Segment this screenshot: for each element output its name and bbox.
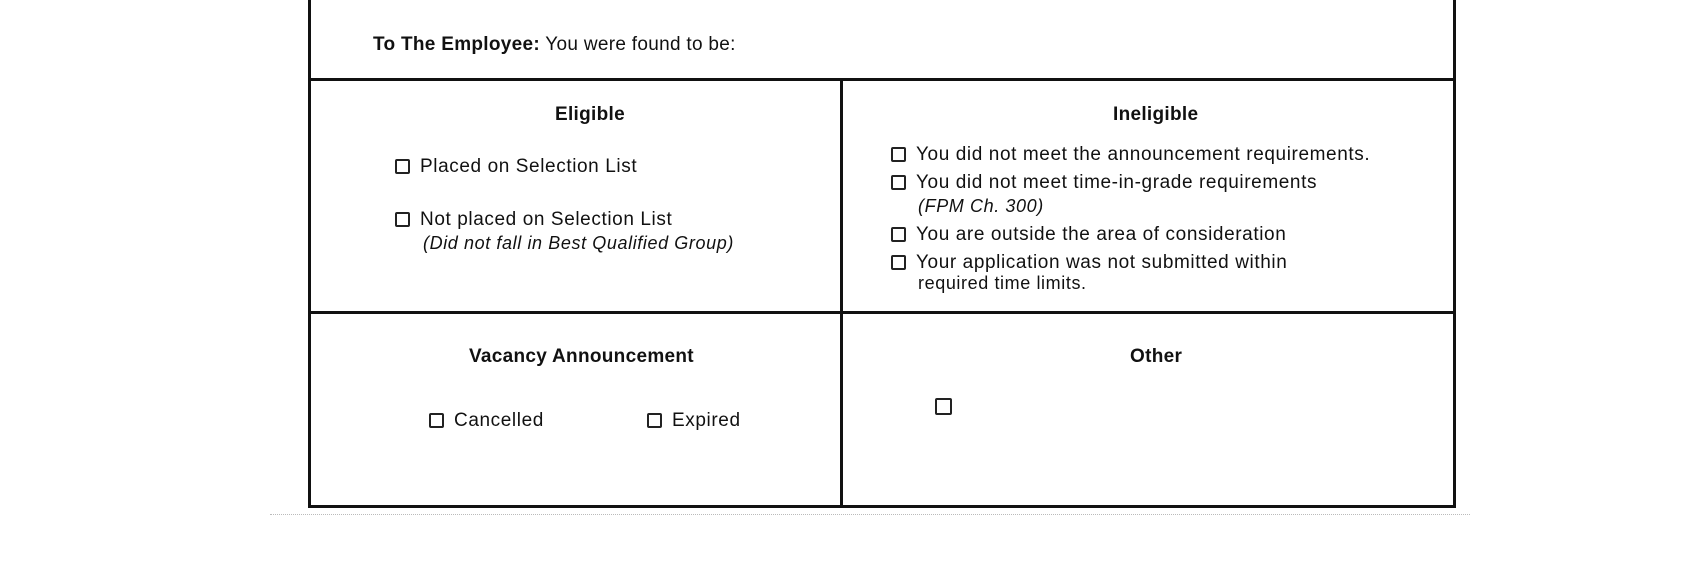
option-label: You did not meet time-in-grade requirements <box>916 172 1318 193</box>
option-placed-on-list[interactable] <box>395 156 637 178</box>
option-note: (FPM Ch. 300) <box>918 196 1044 216</box>
option-other[interactable] <box>935 397 962 419</box>
option-note: (Did not fall in Best Qualified Group) <box>423 233 734 253</box>
checkbox-time-in-grade[interactable] <box>891 175 906 190</box>
option-outside-area[interactable] <box>891 224 1286 246</box>
option-label: Expired <box>672 410 741 431</box>
option-label: You did not meet the announcement requirements. <box>916 144 1371 165</box>
option-time-in-grade[interactable] <box>891 172 1317 194</box>
checkbox-announcement-requirements[interactable] <box>891 147 906 162</box>
option-expired[interactable] <box>647 410 741 432</box>
notice-form <box>308 0 1456 508</box>
dotted-rule <box>270 514 1470 517</box>
checkbox-expired[interactable] <box>647 413 662 428</box>
option-label: You are outside the area of consideration <box>916 224 1287 245</box>
option-announcement-requirements[interactable] <box>891 144 1370 166</box>
divider-top <box>311 78 1453 81</box>
option-label: Placed on Selection List <box>420 156 638 177</box>
option-cancelled[interactable] <box>429 410 544 432</box>
checkbox-cancelled[interactable] <box>429 413 444 428</box>
option-continuation: required time limits. <box>918 273 1087 293</box>
option-label: Your application was not submitted within <box>916 252 1288 273</box>
checkbox-placed-on-list[interactable] <box>395 159 410 174</box>
checkbox-not-placed-on-list[interactable] <box>395 212 410 227</box>
option-not-placed-on-list[interactable] <box>395 209 672 231</box>
intro-label: To The Employee: <box>373 34 541 55</box>
intro-text: You were found to be: <box>545 34 736 55</box>
checkbox-other[interactable] <box>935 398 952 415</box>
eligible-heading: Eligible <box>555 104 625 125</box>
checkbox-outside-area[interactable] <box>891 227 906 242</box>
vacancy-heading: Vacancy Announcement <box>469 346 694 367</box>
intro-line <box>373 34 736 56</box>
divider-vertical <box>840 78 843 508</box>
other-heading: Other <box>1130 346 1183 367</box>
option-label: Cancelled <box>454 410 544 431</box>
checkbox-not-submitted-in-time[interactable] <box>891 255 906 270</box>
option-label: Not placed on Selection List <box>420 209 673 230</box>
divider-middle <box>311 311 1453 314</box>
ineligible-heading: Ineligible <box>1113 104 1199 125</box>
option-not-submitted-in-time[interactable] <box>891 252 1287 274</box>
